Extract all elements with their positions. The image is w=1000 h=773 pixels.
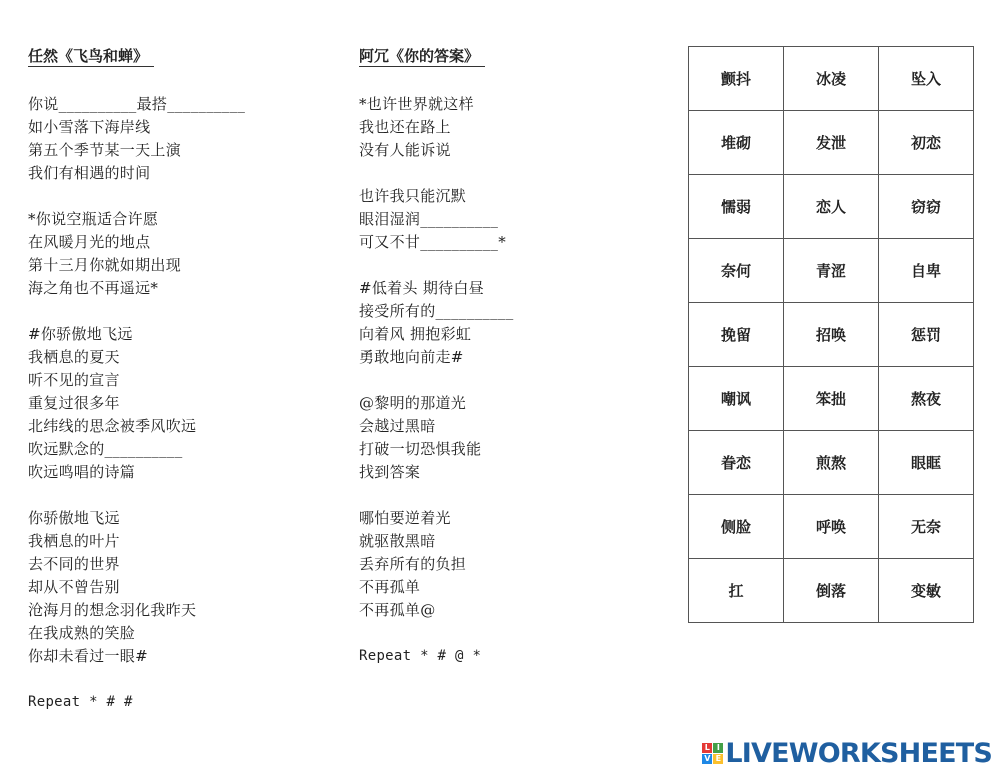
stanza-gap [359, 484, 659, 507]
word-bank-cell: 熬夜 [879, 367, 974, 431]
lyric-line: 接受所有的__________ [359, 302, 514, 320]
lyric-line: 不再孤单 [359, 578, 421, 596]
word-bank-cell: 嘲讽 [689, 367, 784, 431]
lyric-line: 我也还在路上 [359, 118, 451, 136]
live-logo-icon [702, 743, 723, 764]
lyric-line: 我栖息的叶片 [28, 532, 120, 550]
lyric-line: 打破一切恐惧我能 [359, 440, 482, 458]
word-bank-cell: 冰凌 [784, 47, 879, 111]
repeat-left: Repeat * # # [28, 694, 133, 710]
word-bank-cell: 堆砌 [689, 111, 784, 175]
word-bank-cell: 笨拙 [784, 367, 879, 431]
liveworksheets-logo [702, 739, 992, 767]
word-bank-cell: 坠入 [879, 47, 974, 111]
word-bank-cell: 惩罚 [879, 303, 974, 367]
song-title-left: 任然《飞鸟和蝉》 [28, 46, 154, 67]
lyric-line: 没有人能诉说 [359, 141, 451, 159]
lyric-line: 吹远默念的__________ [28, 440, 183, 458]
word-bank-body [689, 47, 974, 623]
lyric-line: 不再孤单@ [359, 601, 436, 619]
lyric-line: 也许我只能沉默 [359, 187, 467, 205]
lyric-line: 在风暖月光的地点 [28, 233, 151, 251]
lyric-line: 我栖息的夏天 [28, 348, 120, 366]
logo-letter: V [704, 754, 711, 763]
word-bank-cell: 颤抖 [689, 47, 784, 111]
word-bank-row [689, 111, 974, 175]
word-bank-row [689, 367, 974, 431]
lyric-line: 你说__________最搭__________ [28, 95, 246, 113]
word-bank-cell: 懦弱 [689, 175, 784, 239]
lyric-line: *你说空瓶适合许愿 [28, 210, 159, 228]
repeat-middle: Repeat * # @ * [359, 648, 482, 664]
lyric-line: 我们有相遇的时间 [28, 164, 151, 182]
logo-letter: E [713, 754, 723, 764]
lyrics-left [28, 93, 328, 668]
word-bank-cell: 初恋 [879, 111, 974, 175]
lyrics-middle [359, 93, 659, 622]
lyric-line: 第五个季节某一天上演 [28, 141, 182, 159]
lyric-line: #低着头 期待白昼 [359, 279, 485, 297]
stanza-gap [359, 369, 659, 392]
word-bank-cell: 招唤 [784, 303, 879, 367]
lyric-line: 勇敢地向前走# [359, 348, 464, 366]
lyric-line: 丢弃所有的负担 [359, 555, 467, 573]
word-bank-cell: 发泄 [784, 111, 879, 175]
word-bank-cell: 侧脸 [689, 495, 784, 559]
stanza-gap [28, 185, 328, 208]
lyric-line: 第十三月你就如期出现 [28, 256, 182, 274]
lyric-line: #你骄傲地飞远 [28, 325, 133, 343]
lyric-line: 重复过很多年 [28, 394, 120, 412]
lyric-line: 北纬线的思念被季风吹远 [28, 417, 197, 435]
song-title-middle: 阿冗《你的答案》 [359, 46, 485, 67]
word-bank-cell: 青涩 [784, 239, 879, 303]
word-bank-row [689, 559, 974, 623]
lyric-line: 你骄傲地飞远 [28, 509, 120, 527]
lyric-line: 眼泪湿润__________ [359, 210, 499, 228]
word-bank-cell: 倒落 [784, 559, 879, 623]
word-bank-row [689, 47, 974, 111]
stanza-gap [359, 162, 659, 185]
word-bank-cell: 扛 [689, 559, 784, 623]
lyric-line: 吹远鸣唱的诗篇 [28, 463, 136, 481]
logo-letter: L [702, 743, 712, 753]
song-left-column [28, 46, 328, 714]
word-bank-cell: 煎熬 [784, 431, 879, 495]
lyric-line: 会越过黑暗 [359, 417, 436, 435]
word-bank-cell: 无奈 [879, 495, 974, 559]
logo-letter: I [713, 743, 723, 753]
lyric-line: 哪怕要逆着光 [359, 509, 451, 527]
word-bank-row [689, 303, 974, 367]
lyric-line: 却从不曾告别 [28, 578, 120, 596]
lyric-line: @黎明的那道光 [359, 394, 467, 412]
lyric-line: 去不同的世界 [28, 555, 120, 573]
stanza-gap [28, 484, 328, 507]
word-bank-cell: 窃窃 [879, 175, 974, 239]
word-bank-cell: 自卑 [879, 239, 974, 303]
lyric-line: 海之角也不再遥远* [28, 279, 159, 297]
word-bank-cell: 奈何 [689, 239, 784, 303]
stanza-gap [359, 254, 659, 277]
word-bank-row [689, 431, 974, 495]
word-bank-cell: 挽留 [689, 303, 784, 367]
lyric-line: 可又不甘__________* [359, 233, 507, 251]
word-bank-cell: 眷恋 [689, 431, 784, 495]
lyric-line: 沧海月的想念羽化我昨天 [28, 601, 197, 619]
lyric-line: 向着风 拥抱彩虹 [359, 325, 472, 343]
stanza-gap [28, 300, 328, 323]
song-middle-column [359, 46, 659, 668]
lyric-line: 你却未看过一眼# [28, 647, 148, 665]
word-bank-cell: 呼唤 [784, 495, 879, 559]
lyric-line: 就驱散黑暗 [359, 532, 436, 550]
word-bank-table [688, 46, 974, 623]
brand-wordmark: LIVEWORKSHEETS [725, 737, 992, 769]
lyric-line: 如小雪落下海岸线 [28, 118, 151, 136]
lyric-line: 听不见的宣言 [28, 371, 120, 389]
word-bank-row [689, 175, 974, 239]
word-bank-row [689, 495, 974, 559]
word-bank-cell: 变敏 [879, 559, 974, 623]
word-bank-row [689, 239, 974, 303]
word-bank-cell: 恋人 [784, 175, 879, 239]
lyric-line: *也许世界就这样 [359, 95, 474, 113]
lyric-line: 在我成熟的笑脸 [28, 624, 136, 642]
lyric-line: 找到答案 [359, 463, 421, 481]
word-bank-cell: 眼眶 [879, 431, 974, 495]
